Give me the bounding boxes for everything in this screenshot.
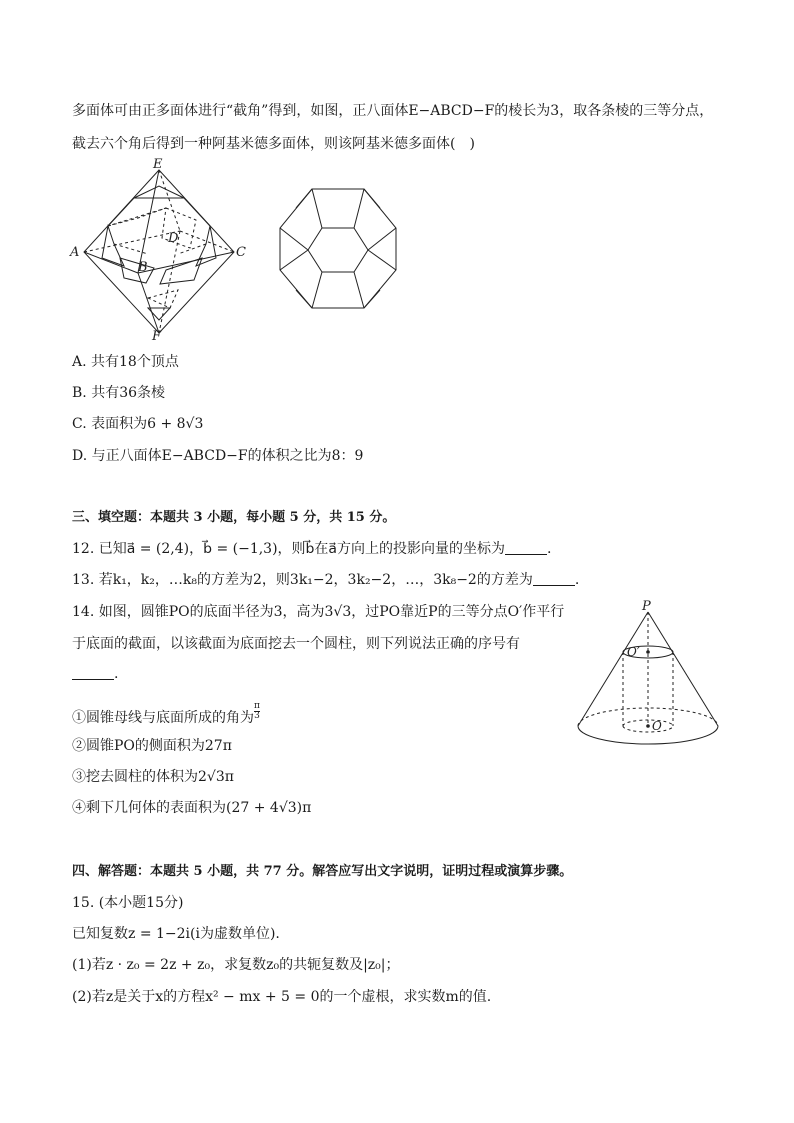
label-F: F [152, 329, 162, 343]
q15-part2: (2)若z是关于x的方程x² − mx + 5 = 0的一个虚根，求实数m的值. [72, 989, 492, 1005]
q15-part1: (1)若z · z₀ = 2z + z₀，求复数z₀的共轭复数及|z₀|； [72, 957, 400, 973]
q14-opt1 [72, 702, 260, 728]
label-O-prime: O′ [627, 645, 640, 659]
q13-end: . [574, 572, 580, 588]
q11-option-d: D. 与正八面体E−ABCD−F的体积之比为8：9 [72, 448, 364, 464]
label-C: C [236, 245, 246, 260]
label-O: O [652, 719, 662, 733]
q14-opt3: ③挖去圆柱的体积为2√3π [72, 769, 234, 785]
q14-end: . [114, 666, 119, 682]
q11-stem-line1: 多面体可由正多面体进行“截角”得到，如图，正八面体E−ABCD−F的棱长为3，取各条棱的三等分点， [72, 103, 714, 119]
label-B: B [138, 260, 148, 275]
q14-opt4: ④剩下几何体的表面积为(27 + 4√3)π [72, 800, 312, 816]
q12-text: 12. 已知a⃗ = (2,4)，b⃗ = (−1,3)，则b⃗在a⃗方向上的投影向量的坐标为 [72, 541, 506, 557]
cone-figure [572, 598, 732, 758]
truncated-octahedron-figure [272, 186, 404, 312]
q12-answer-blank[interactable] [505, 540, 547, 555]
section3-title: 三、填空题：本题共 3 小题，每小题 5 分，共 15 分。 [72, 510, 396, 525]
q11-stem-line2: 截去六个角后得到一种阿基米德多面体，则该阿基米德多面体( ) [72, 136, 475, 152]
q15-head: 15. (本小题15分) [72, 895, 184, 911]
q14-line2: 于底面的截面，以该截面为底面挖去一个圆柱，则下列说法正确的序号有 [72, 636, 520, 652]
q11-option-a: A. 共有18个顶点 [72, 354, 179, 370]
label-P: P [642, 599, 651, 614]
frac-num: π [254, 701, 260, 711]
q14-opt1-text: ①圆锥母线与底面所成的角为 [72, 710, 254, 726]
q13-text: 13. 若k₁，k₂，…k₈的方差为2，则3k₁−2，3k₂−2，…，3k₈−2的方差为 [72, 572, 533, 588]
q14-answer-blank[interactable] [72, 665, 114, 680]
label-A: A [70, 245, 80, 260]
q14-opt2: ②圆锥PO的侧面积为27π [72, 738, 232, 754]
q11-option-b: B. 共有36条棱 [72, 385, 166, 401]
q13-answer-blank[interactable] [533, 571, 575, 586]
q14-line1: 14. 如图，圆锥PO的底面半径为3，高为3√3，过PO靠近P的三等分点O′作平行 [72, 604, 565, 620]
octahedron-figure [68, 158, 258, 343]
q14-line3 [72, 664, 118, 684]
q13-line [72, 570, 579, 590]
q12-end: . [547, 541, 552, 557]
frac-den: 3 [254, 711, 260, 721]
q12-line [72, 539, 551, 559]
section4-title: 四、解答题：本题共 5 小题，共 77 分。解答应写出文字说明，证明过程或演算步骤。 [72, 864, 573, 879]
label-E: E [153, 158, 163, 172]
q15-given: 已知复数z = 1−2i(i为虚数单位). [72, 926, 280, 942]
label-D: D [168, 231, 179, 246]
q11-option-c: C. 表面积为6 + 8√3 [72, 416, 204, 432]
q14-opt1-fraction [254, 702, 260, 721]
